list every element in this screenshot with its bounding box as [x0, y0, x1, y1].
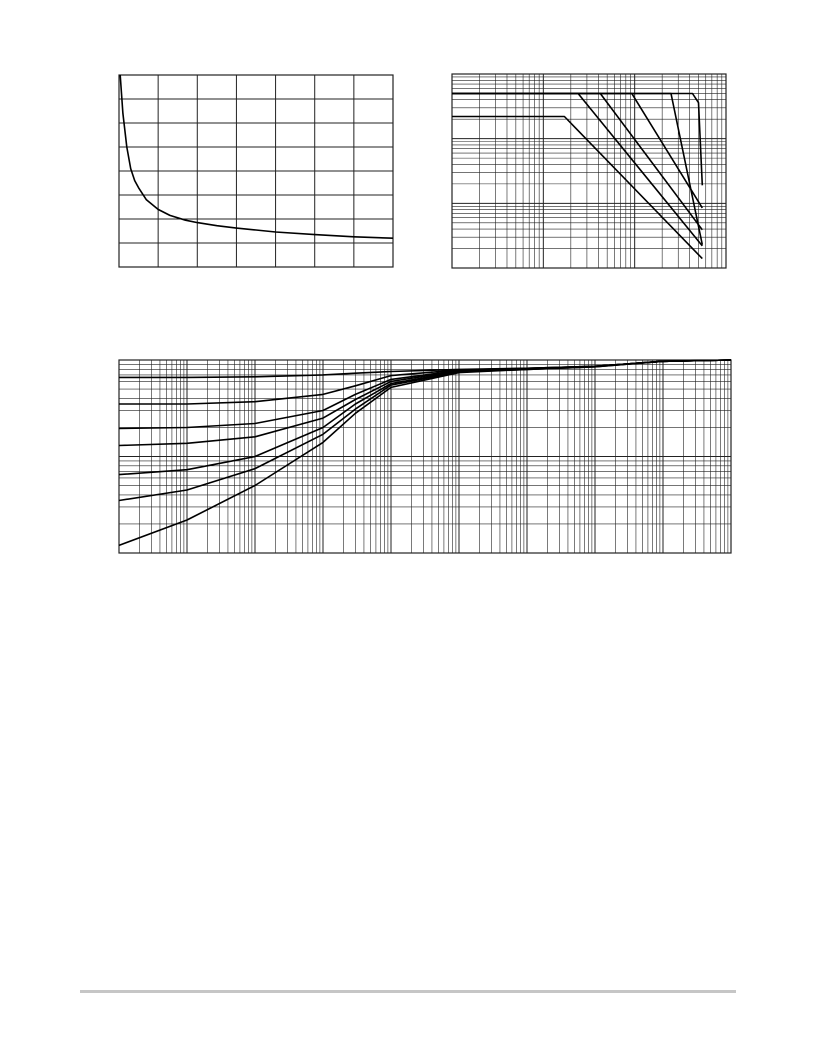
plot-frame — [452, 74, 726, 268]
linear-plot — [119, 75, 393, 267]
series-line-3 — [452, 94, 702, 208]
grid — [452, 74, 726, 268]
series-line-6 — [119, 360, 731, 501]
series-line-5 — [452, 94, 702, 186]
grid — [119, 360, 731, 553]
semilog-plot — [119, 360, 731, 553]
grid — [119, 75, 393, 267]
log-log-plot — [452, 74, 726, 268]
series-line-7 — [119, 360, 731, 545]
footer-rule — [80, 990, 736, 993]
series-line-2 — [119, 360, 731, 404]
